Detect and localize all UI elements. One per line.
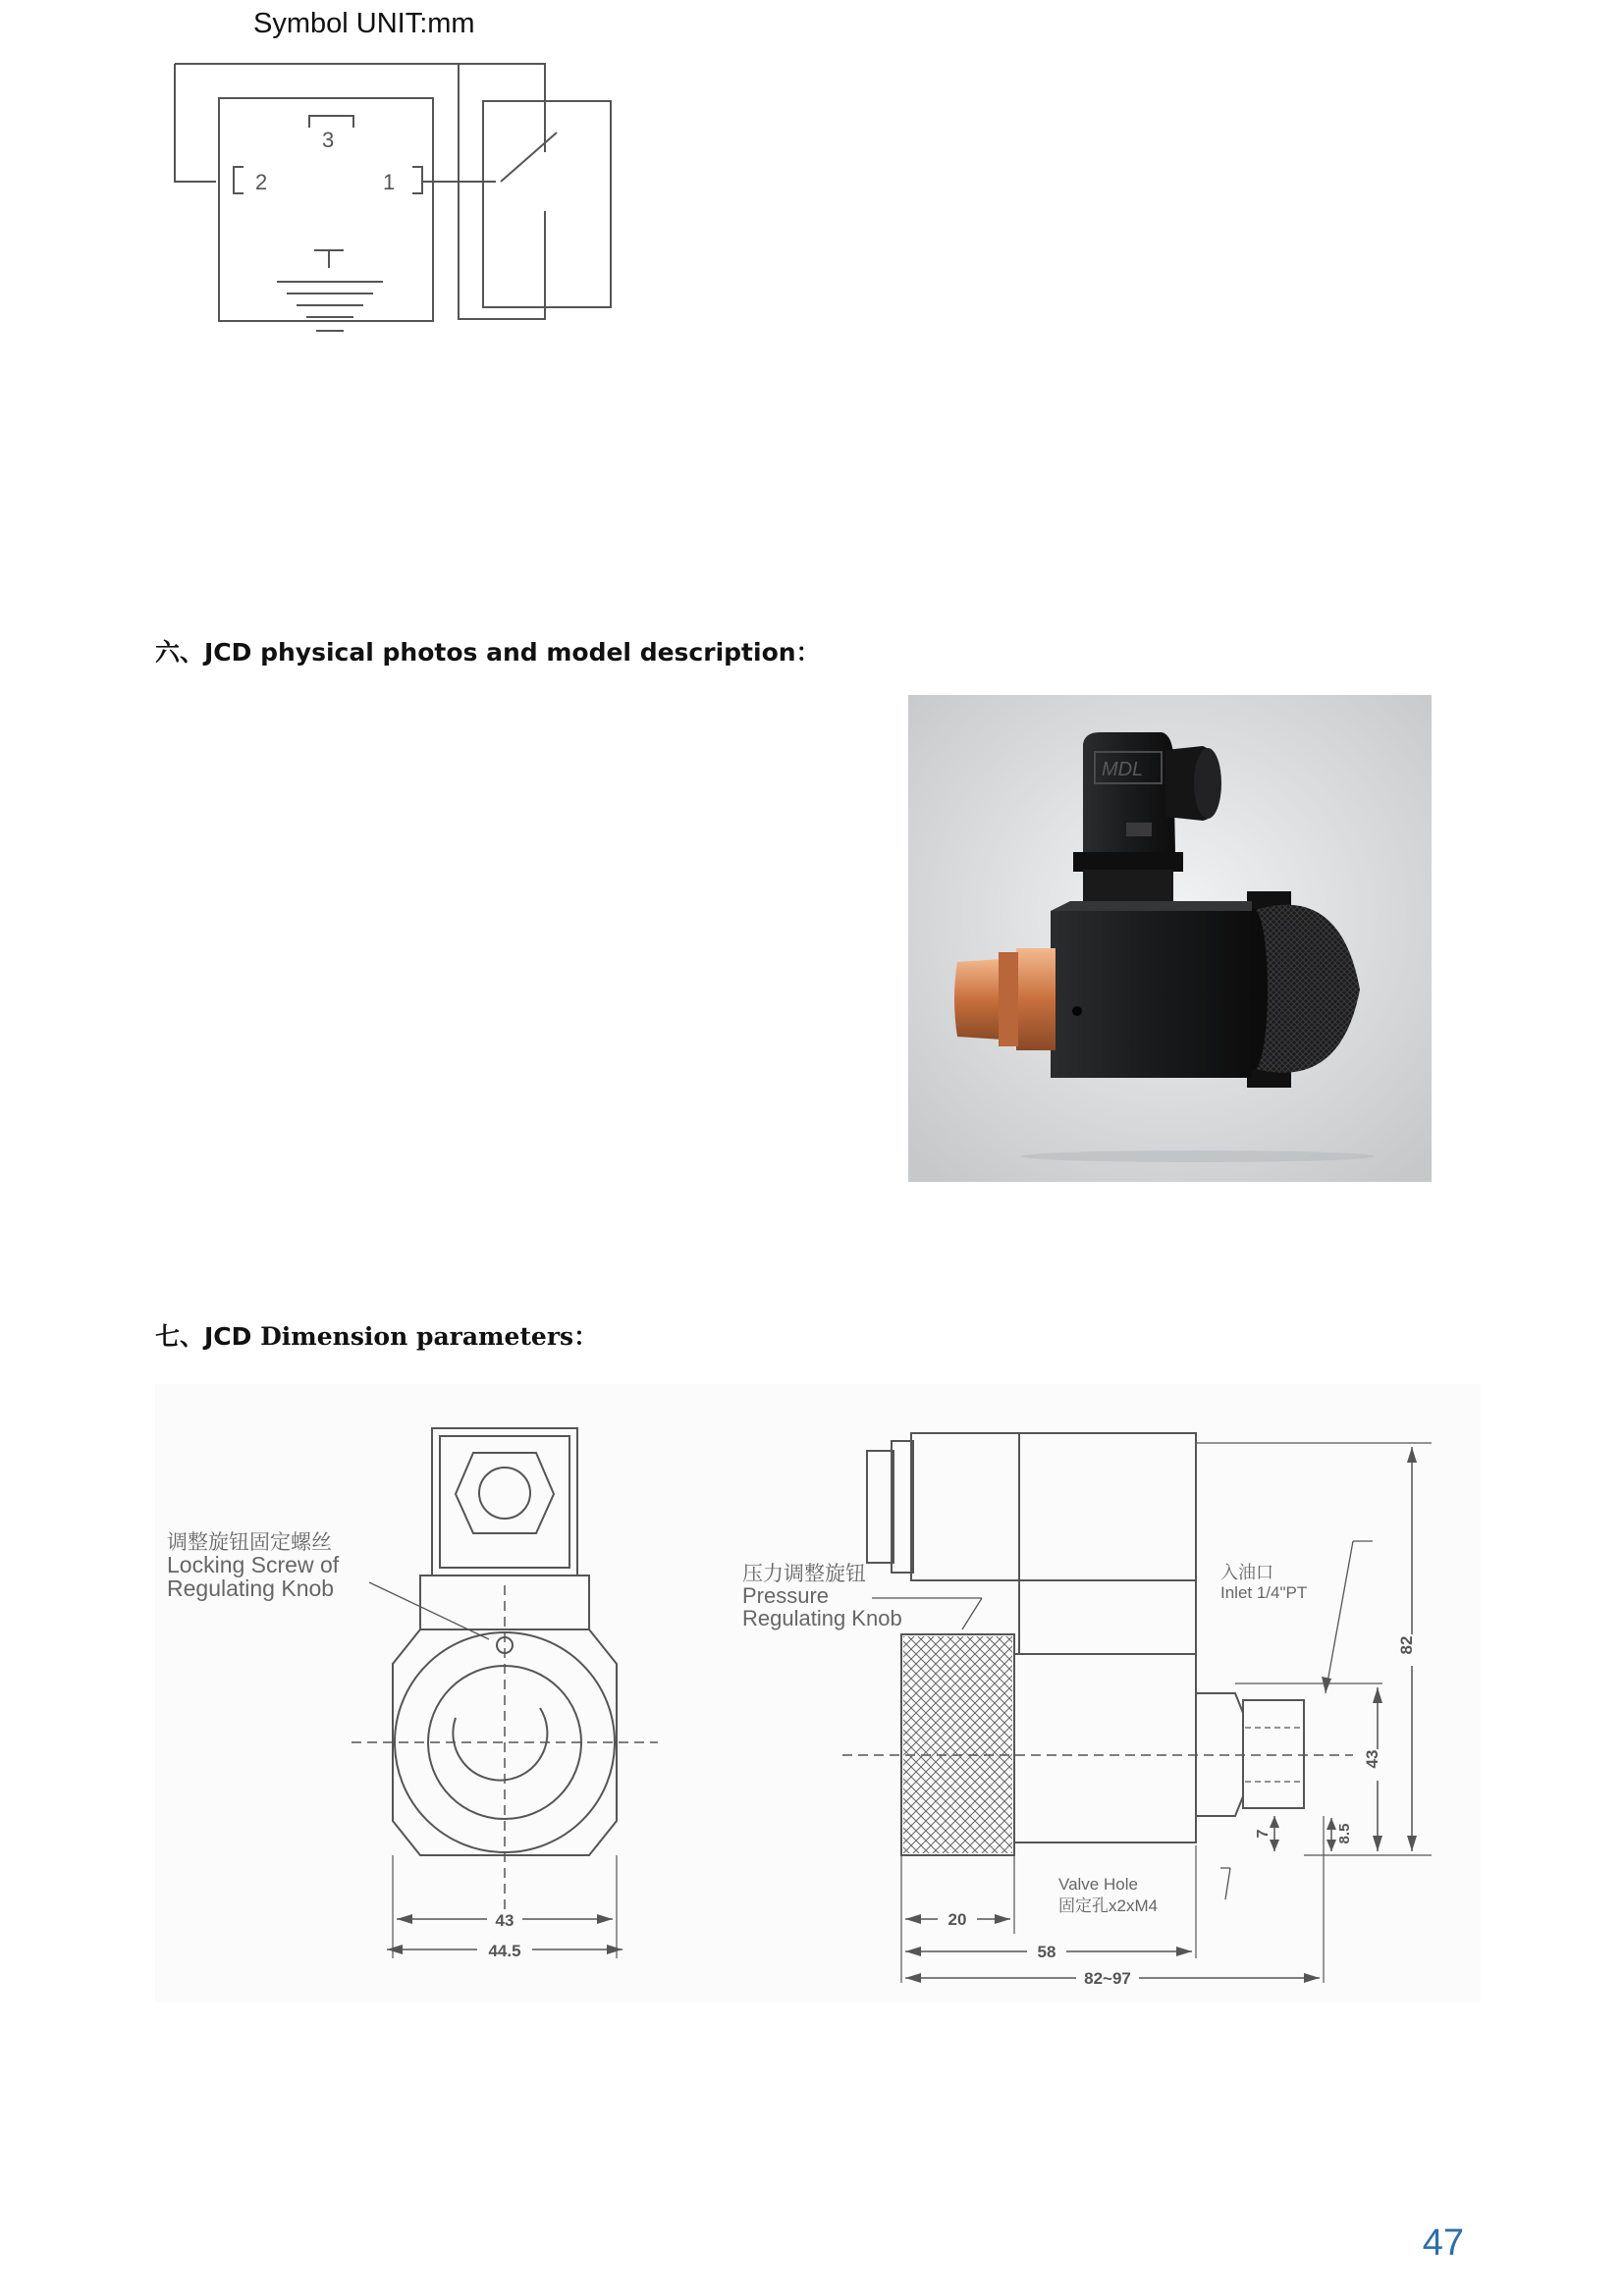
pin-1-label: 1 <box>383 170 396 194</box>
valve-hole-label-en: Valve Hole <box>1058 1875 1138 1894</box>
side-dim-43: 43 <box>1363 1749 1381 1769</box>
pressure-knob-label-cn: 压力调整旋钮 <box>742 1563 866 1585</box>
valve-hole-label-cn: 固定孔x2xM4 <box>1058 1896 1159 1915</box>
section7-heading-prefix: 七、JCD <box>155 1322 252 1351</box>
inlet-label-en: Inlet 1/4"PT <box>1220 1583 1308 1602</box>
pin-3-label: 3 <box>322 128 335 152</box>
side-dim-82: 82 <box>1397 1635 1416 1655</box>
section7-heading <box>155 1317 598 1353</box>
page-number: 47 <box>1422 2222 1464 2264</box>
product-photo <box>908 695 1432 1182</box>
locking-screw-label-en-2: Regulating Knob <box>167 1575 335 1601</box>
section7-heading-main: Dimension parameters： <box>260 1322 599 1351</box>
side-dim-7: 7 <box>1255 1829 1272 1839</box>
side-dim-82-97: 82~97 <box>1084 1969 1131 1988</box>
brass-inlet <box>1016 948 1056 1050</box>
pressure-knob-label-en-2: Regulating Knob <box>742 1606 902 1630</box>
dimension-drawing <box>155 1384 1481 2002</box>
section6-heading: 六、JCD physical photos and model description： <box>155 638 821 667</box>
front-dim-44-5: 44.5 <box>488 1942 521 1960</box>
inlet-label-cn: 入油口 <box>1220 1563 1273 1582</box>
front-dim-43: 43 <box>495 1911 514 1930</box>
wiring-symbol-diagram <box>167 54 628 348</box>
connector-logo: MDL <box>1102 759 1144 780</box>
side-dim-58: 58 <box>1037 1943 1056 1961</box>
pressure-knob-label-en-1: Pressure <box>742 1583 830 1608</box>
pin-2-label: 2 <box>255 170 268 194</box>
symbol-title: Symbol UNIT:mm <box>253 8 475 39</box>
locking-screw-label-en-1: Locking Screw of <box>167 1552 340 1577</box>
switch-body <box>1051 911 1252 1078</box>
outer-wire <box>175 64 545 142</box>
side-dim-20: 20 <box>947 1910 967 1929</box>
side-dim-8-5: 8.5 <box>1336 1823 1353 1844</box>
knob-knurl-hatch <box>903 1636 1012 1853</box>
locking-screw-label-cn: 调整旋钮固定螺丝 <box>167 1531 332 1554</box>
